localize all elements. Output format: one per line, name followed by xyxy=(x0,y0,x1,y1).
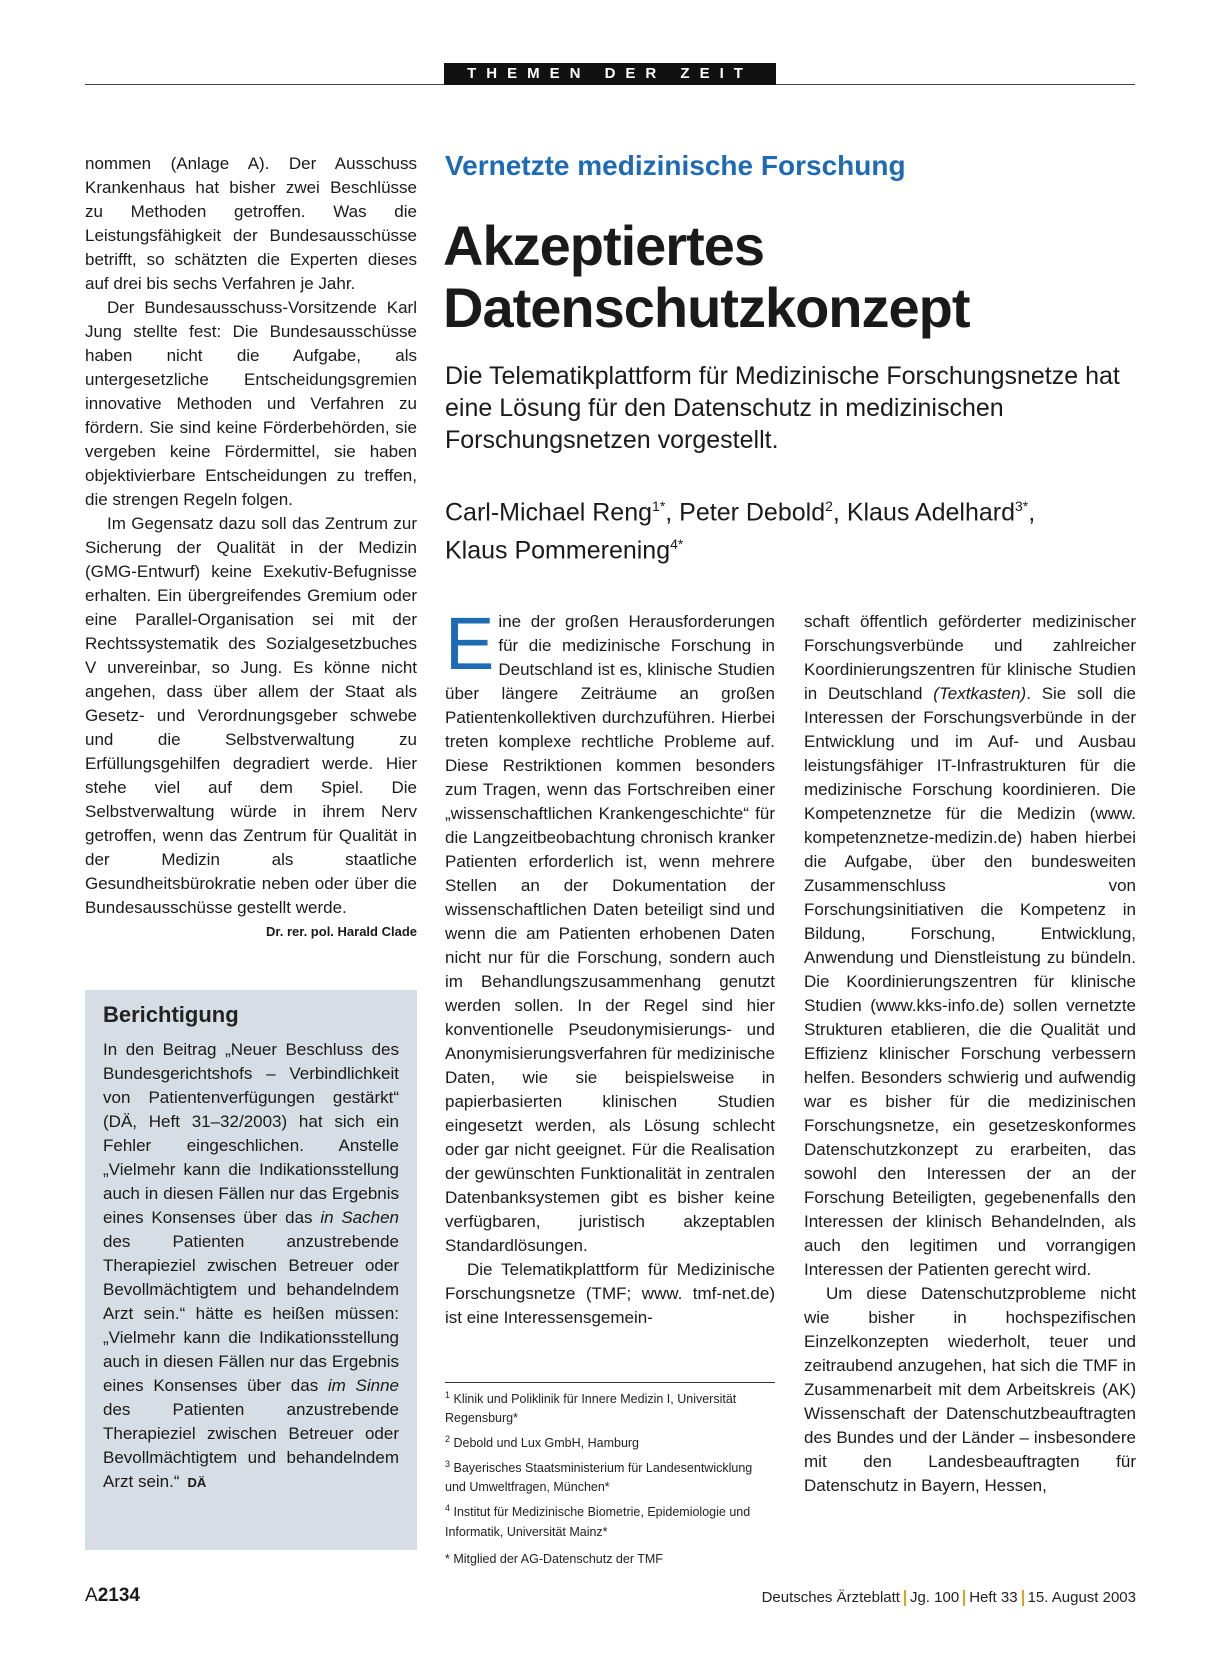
footnote xyxy=(445,1550,775,1569)
footer-separator xyxy=(904,1590,906,1606)
footnote-mark: 2 xyxy=(445,1434,451,1445)
correction-text-1: In den Beitrag „Neuer Beschluss des Bundesgerichtshofs – Verbindlichkeit von Patientenverfügungen gestärkt“ (DÄ, Heft 31–32/2003) hat sich ein Fehler eingeschlichen. Anstelle „Vielmehr kann die Indikationsstellung auch in diesen Fällen nur das Ergebnis eines Konsenses über das xyxy=(103,1040,399,1227)
page-number-value: 2134 xyxy=(97,1585,140,1606)
page-number xyxy=(85,1585,140,1607)
article-column-2 xyxy=(804,610,1136,1498)
drop-cap: E xyxy=(445,602,495,685)
article-paragraph-3-em: (Textkasten) xyxy=(933,684,1027,703)
journal-volume: Jg. 100 xyxy=(909,1589,960,1606)
footnote-text: Debold und Lux GmbH, Hamburg xyxy=(453,1436,640,1451)
journal-issue: Heft 33 xyxy=(969,1589,1018,1606)
correction-box xyxy=(85,990,417,1550)
correction-title: Berichtigung xyxy=(103,1002,239,1027)
article-kicker: Vernetzte medizinische Forschung xyxy=(445,150,906,181)
correction-text xyxy=(103,1038,399,1495)
author-sup: 1* xyxy=(652,498,666,514)
article-column-1 xyxy=(445,602,775,1330)
footnote xyxy=(445,1430,775,1453)
article-paragraph-2: Die Telematikplattform für Medizinische Forschungsnetze (TMF; www. tmf-net.de) ist eine Interessensgemein- xyxy=(445,1260,775,1327)
footnote-text: Institut für Medizinische Biometrie, Epidemiologie und Informatik, Universität Mainz* xyxy=(445,1505,751,1539)
footnote xyxy=(445,1386,775,1428)
footnote-text: Bayerisches Staatsministerium für Landesentwicklung und Umweltfragen, München* xyxy=(445,1461,753,1495)
footnote-mark: 3 xyxy=(445,1459,451,1470)
author-sup: 2 xyxy=(825,498,833,514)
footnote xyxy=(445,1455,775,1497)
footnote-text: Mitglied der AG-Datenschutz der TMF xyxy=(453,1551,663,1566)
footnote-text: Klinik und Poliklinik für Innere Medizin I, Universität Regensburg* xyxy=(445,1392,737,1426)
footer-separator xyxy=(1022,1590,1024,1606)
article-paragraph-3-text-a: schaft öffentlich geförderter medizinischer Forschungsverbünde und zahlreicher Koordinierungszentren für klinische Studien in Deutschland xyxy=(804,612,1136,703)
author-name: Klaus Adelhard xyxy=(846,498,1015,527)
page-prefix: A xyxy=(85,1585,98,1606)
article-paragraph-3-text-b: . Sie soll die Interessen der Forschungsverbünde in der Entwicklung und im Auf- und Ausbau leistungsfähiger IT-Infrastrukturen für die medizinische Forschung koordinieren. Die Kompetenznetze für die Medizin (www. kompetenznetze-medizin.de) haben hierbei die Aufgabe, über den bundesweiten Zusammenschluss von Forschungsinitiativen die Kompetenz in Bildung, Forschung, Entwicklung, Anwendung und Dienstleistung zu bündeln. Die Koordinierungszentren für klinische Studien (www.kks-info.de) sollen vernetzte Strukturen etablieren, die die Qualität und Effizienz klinischer Forschung verbessern helfen. Besonders schwierig und aufwendig war es bisher für die medizinischen Forschungsnetze, ein gesetzeskonformes Datenschutzkonzept zu erarbeiten, das sowohl den Interessen der an der Forschung Beteiligten, gegebenenfalls den Interessen der klinisch Behandelnden, als auch den legitimen und vorrangigen Interessen der Patienten gerecht wird. xyxy=(804,684,1136,1279)
footnote-mark: * xyxy=(445,1551,450,1566)
correction-em-1: in Sachen xyxy=(320,1208,399,1227)
author-name: Peter Debold xyxy=(679,498,826,527)
left-paragraph-3 xyxy=(85,512,417,939)
article-paragraph-3 xyxy=(804,610,1136,1282)
author-sup: 4* xyxy=(670,536,684,553)
article-paragraph-1 xyxy=(445,602,775,1258)
left-paragraph-3-text: Im Gegensatz dazu soll das Zentrum zur Sicherung der Qualität in der Medizin (GMG-Entwurf) keine Exekutiv-Befugnisse erhalten. Ein übergreifendes Gremium oder eine Parallel-Organisation sei mit der Rechtssystematik des Sozialgesetzbuches V unvereinbar, so Jung. Es könne nicht angehen, dass über allem der Staat als Gesetz- und Verordnungsgeber schwebe und die Selbstverwaltung zu Erfüllungsgehilfen degradiert werde. Hier stehe viel auf dem Spiel. Die Selbstverwaltung würde in ihrem Nerv getroffen, wenn das Zentrum für Qualität in der Medizin als staatliche Gesundheitsbürokratie neben oder über die Bundesausschüsse gestellt werde. xyxy=(85,514,417,917)
article-paragraph-4: Um diese Datenschutzprobleme nicht wie bisher in hochspezifischen Einzelkonzepten wiederholt, teuer und zeitraubend anzugehen, hat sich die TMF in Zusammenarbeit mit dem Arbeitskreis (AK) Wissenschaft der Datenschutzbeauftragten des Bundes und der Länder – insbesondere mit den Landesbeauftragten für Datenschutz in Bayern, Hessen, xyxy=(804,1284,1136,1495)
section-label: THEMEN DER ZEIT xyxy=(444,63,776,85)
footnote-rule xyxy=(445,1382,775,1383)
footnote-mark: 1 xyxy=(445,1390,451,1400)
article-lead: Die Telematikplattform für Medizinische Forschungsnetze hat eine Lösung für den Datenschutz in medizinischen Forschungsnetzen vorgestellt. xyxy=(445,362,1120,454)
footnote-mark: 4 xyxy=(445,1503,451,1514)
left-paragraph-1: nommen (Anlage A). Der Ausschuss Krankenhaus hat bisher zwei Beschlüsse zu Methoden getroffen. Was die Leistungsfähigkeit der Bundesausschüsse betrifft, so schätzten die Experten dieses auf drei bis sechs Verfahren je Jahr. xyxy=(85,154,417,293)
journal-name: Deutsches Ärzteblatt xyxy=(761,1589,900,1606)
article-authors: Carl-Michael Reng$^{1*}$, Peter Debold$^2$, Klaus Adelhard$^{3*}$, Klaus Pommerening$^{4*}$ xyxy=(445,498,1036,565)
author-name: Carl-Michael Reng xyxy=(445,498,653,527)
footer-info xyxy=(762,1589,1136,1606)
article-title: Akzeptiertes Datenschutzkonzept xyxy=(443,214,970,339)
correction-text-2: des Patienten anzustrebende Therapieziel zwischen Betreuer oder Bevollmächtigtem und behandelndem Arzt sein.“ hätte es heißen müssen: „Vielmehr kann die Indikationsstellung auch in diesen Fällen nur das Ergebnis eines Konsenses über das xyxy=(103,1232,399,1395)
article-paragraph-1-text: ine der großen Herausforderungen für die medizinische Forschung in Deutschland ist es, klinische Studien über längere Zeiträume an großen Patientenkollektiven durchzuführen. Hierbei treten komplexe rechtliche Probleme auf. Diese Restriktionen kommen besonders zum Tragen, wenn das Fortschreiben einer „wissenschaftlichen Krankengeschichte“ für die Langzeitbeobachtung chronisch kranker Patienten erforderlich ist, wenn mehrere Stellen an der Dokumentation der wissenschaftlichen Daten beteiligt sind und wenn die am Patienten erhobenen Daten nicht nur für die Forschung, sondern auch im Behandlungszusammenhang genutzt werden sollen. In der Regel sind hier konventionelle Pseudonymisierungs- und Anonymisierungsverfahren für medizinische Daten, wie sie beispielsweise in papierbasierten klinischen Studien eingesetzt werden, als Lösung schlecht oder gar nicht geeignet. Für die Realisation der gewünschten Funktionalität in zentralen Datenbanksystemen gibt es bisher keine verfügbaren, juristisch akzeptablen Standardlösungen. xyxy=(445,612,775,1255)
author-signature: Dr. rer. pol. Harald Clade xyxy=(266,924,417,939)
journal-date: 15. August 2003 xyxy=(1027,1589,1136,1606)
left-paragraph-2: Der Bundesausschuss-Vorsitzende Karl Jung stellte fest: Die Bundesausschüsse haben nicht die Aufgabe, als untergesetzliche Entscheidungsgremien innovative Methoden und Verfahren zu fördern. Sie sind keine Förderbehörden, sie vergeben keine Fördermittel, sie haben objektivierbare Entscheidungen zu treffen, die strengen Regeln folgen. xyxy=(85,298,417,509)
correction-em-2: im Sinne xyxy=(327,1376,399,1395)
correction-signature: DÄ xyxy=(187,1475,207,1490)
correction-text-3: des Patienten anzustrebende Therapieziel zwischen Betreuer oder Bevollmächtigtem und behandelndem Arzt sein.“ xyxy=(103,1400,399,1491)
footnote xyxy=(445,1499,775,1541)
footnotes xyxy=(445,1386,775,1571)
footer-separator xyxy=(963,1590,965,1606)
author-sup: 3* xyxy=(1015,498,1029,514)
author-name: Klaus Pommerening xyxy=(445,536,671,565)
left-column xyxy=(85,152,417,944)
